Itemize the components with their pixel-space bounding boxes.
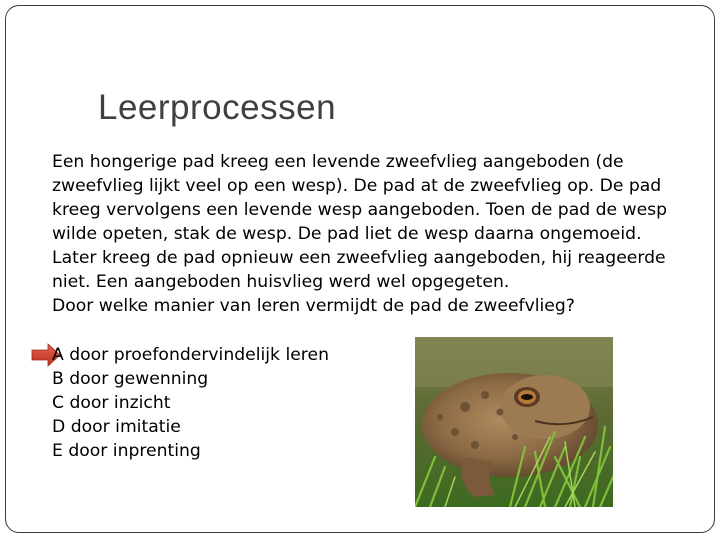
option-c[interactable]: C door inzicht [52,393,171,413]
option-a[interactable]: A door proefondervindelijk leren [52,345,329,365]
toad-illustration-icon [415,337,613,507]
question-text [52,150,702,318]
slide-title: Leerprocessen [98,88,337,127]
option-d[interactable]: D door imitatie [52,417,181,437]
paragraph-line: wilde opeten, stak de wesp. De pad liet de wesp daarna ongemoeid. [52,224,642,244]
question-line: Door welke manier van leren vermijdt de pad de zweefvlieg? [52,296,575,316]
paragraph-line: zweefvlieg lijkt veel op een wesp). De pad at de zweefvlieg op. De pad [52,176,662,196]
paragraph-line: Later kreeg de pad opnieuw een zweefvlieg aangeboden, hij reageerde [52,248,666,268]
answer-options [52,343,329,463]
option-e[interactable]: E door inprenting [52,441,201,461]
paragraph-line: niet. Een aangeboden huisvlieg werd wel opgegeten. [52,272,510,292]
option-b[interactable]: B door gewenning [52,369,209,389]
toad-photo [415,337,613,507]
paragraph-line: kreeg vervolgens een levende wesp aangeboden. Toen de pad de wesp [52,200,668,220]
paragraph-line: Een hongerige pad kreeg een levende zweefvlieg aangeboden (de [52,152,624,172]
